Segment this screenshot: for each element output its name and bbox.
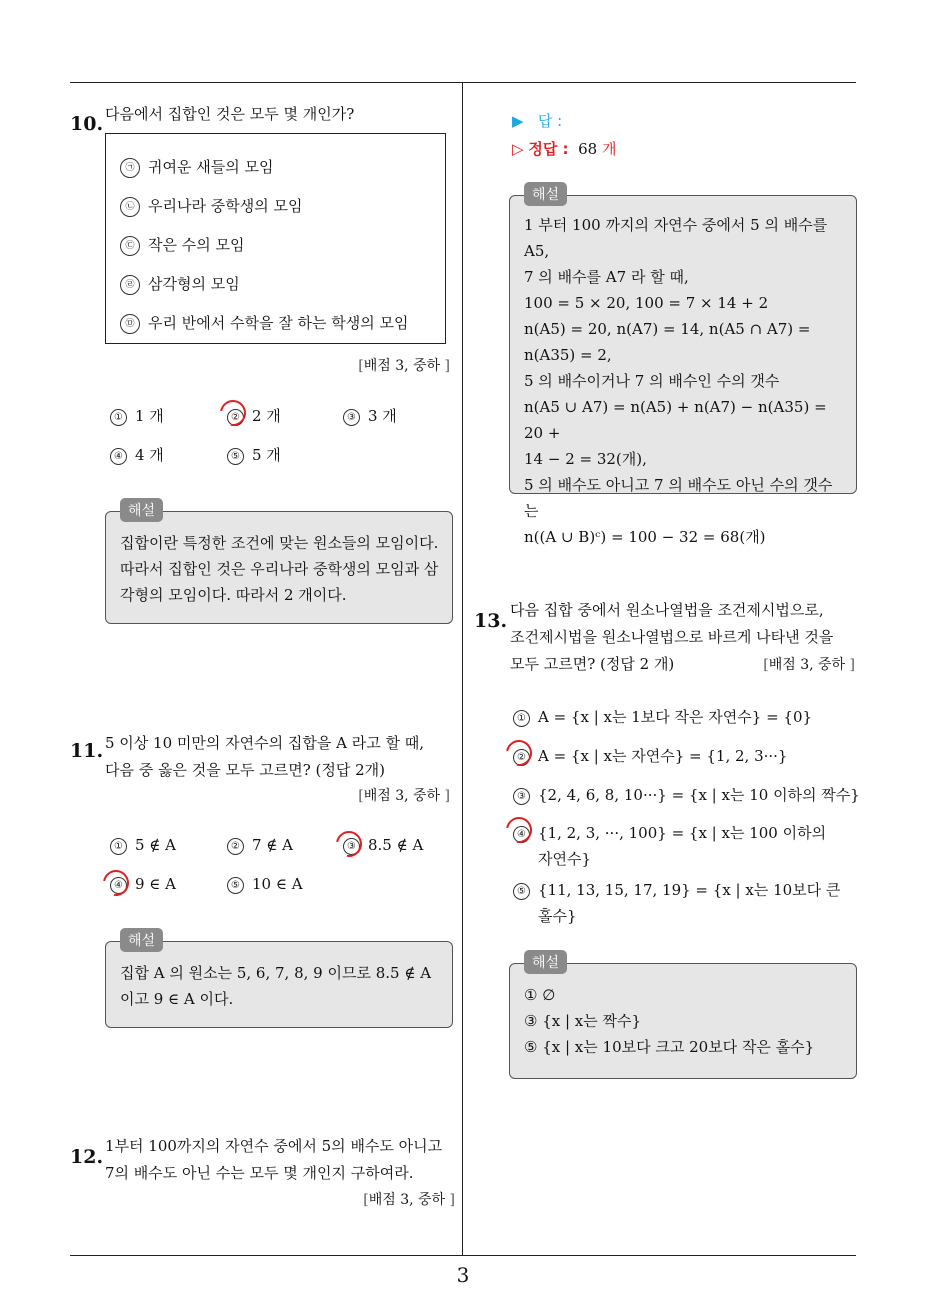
q10-item: ㉠ 귀여운 새들의 모임 — [120, 156, 273, 178]
explanation-body: ① ∅ ③ {x | x는 짝수} ⑤ {x | x는 10보다 크고 20보다 작은 홀수} — [524, 986, 815, 1056]
q10-item: ㉢ 작은 수의 모임 — [120, 234, 244, 256]
q10-text: 다음에서 집합인 것은 모두 몇 개인가? — [105, 105, 355, 123]
q10-score: [배점 3, 중하 ] — [358, 358, 450, 374]
outline-play-icon: ▷ — [512, 140, 524, 158]
top-rule — [70, 82, 856, 83]
q13-option-1[interactable]: ① A = {x | x는 1보다 작은 자연수} = {0} — [513, 706, 812, 727]
explanation-body: 집합이란 특정한 조건에 맞는 원소들의 모임이다. 따라서 집합인 것은 우리나라 중학생의 모임과 삼 각형의 모임이다. 따라서 2 개이다. — [120, 534, 439, 604]
q13-option-2[interactable]: ② A = {x | x는 자연수} = {1, 2, 3···} — [513, 745, 787, 766]
explanation-tag: 해설 — [524, 182, 567, 206]
q13-explanation — [509, 955, 857, 1079]
q13-option-4-cont: 자연수} — [538, 850, 592, 868]
answer-mark — [331, 826, 367, 862]
q10-item: ㉡ 우리나라 중학생의 모임 — [120, 195, 302, 217]
answer-mark — [98, 865, 134, 901]
q10-option-1[interactable]: ① 1 개 — [110, 405, 164, 426]
q10-explanation — [105, 503, 453, 624]
explanation-body: 집합 A 의 원소는 5, 6, 7, 8, 9 이므로 8.5 ∉ A 이고 9 ∈ A 이다. — [120, 964, 432, 1008]
q11-number: 11. — [70, 740, 104, 762]
q10-option-2[interactable]: ② 2 개 — [227, 405, 281, 426]
q10-option-3[interactable]: ③ 3 개 — [343, 405, 397, 426]
answer-label: 답 : — [537, 112, 563, 130]
q10-item-box — [105, 133, 446, 344]
q11-text: 5 이상 10 미만의 자연수의 집합을 A 라고 할 때, 다음 중 옳은 것을 모두 고르면? (정답 2개) — [105, 734, 424, 779]
q13-option-4[interactable]: ④ {1, 2, 3, ···, 100} = {x | x는 100 이하의 — [513, 822, 826, 843]
q11-option-2[interactable]: ② 7 ∉ A — [227, 836, 293, 855]
explanation-body: 1 부터 100 까지의 자연수 중에서 5 의 배수를 A5, 7 의 배수를 A7 라 할 때, 100 = 5 × 20, 100 = 7 × 14 + 2 n(A5) = 20, n(A7) = 14, n(A5 ∩ A7) = n(A35) = 2, 5 의 배수이거나 7 의 배수인 수의 갯수 n(A5 ∪ A7) = n(A5) + n(A7) − n(A35) = 20 + 14 − 2 = 32(개), 5 의 배수도 아니고 7 의 배수도 아닌 수의 갯수는 n((A ∪ B)ᶜ) = 100 − 32 = 68(개) — [524, 216, 833, 546]
q11-option-3[interactable]: ③ 8.5 ∉ A — [343, 836, 423, 855]
column-divider — [462, 83, 463, 1255]
q12-explanation — [509, 187, 857, 546]
q11-option-1[interactable]: ① 5 ∉ A — [110, 836, 176, 855]
q13-score: [배점 3, 중하 ] — [763, 657, 855, 673]
q13-option-3[interactable]: ③ {2, 4, 6, 8, 10···} = {x | x는 10 이하의 짝수} — [513, 784, 860, 805]
q11-explanation — [105, 933, 453, 1028]
q12-text: 1부터 100까지의 자연수 중에서 5의 배수도 아니고 7의 배수도 아닌 수는 모두 몇 개인지 구하여라. — [105, 1137, 443, 1182]
explanation-tag: 해설 — [524, 950, 567, 974]
q11-option-4[interactable]: ④ 9 ∈ A — [110, 875, 176, 894]
play-icon: ▶ — [512, 112, 524, 130]
q13-option-5[interactable]: ⑤ {11, 13, 15, 17, 19} = {x | x는 10보다 큰 — [513, 879, 840, 900]
q13-text: 다음 집합 중에서 원소나열법을 조건제시법으로, 조건제시법을 원소나열법으로 바르게 나타낸 것을 모두 고르면? (정답 2 개) — [510, 601, 834, 673]
correct-answer-row — [512, 138, 616, 159]
bottom-rule — [70, 1255, 856, 1256]
q12-score: [배점 3, 중하 ] — [363, 1192, 455, 1208]
answer-row — [512, 110, 562, 131]
correct-unit: 개 — [601, 140, 617, 158]
q12-number: 12. — [70, 1146, 104, 1168]
correct-value: 68 — [578, 140, 598, 158]
page-number: 3 — [456, 1263, 470, 1287]
q11-score: [배점 3, 중하 ] — [358, 788, 450, 804]
explanation-tag: 해설 — [120, 498, 163, 522]
explanation-tag: 해설 — [120, 928, 163, 952]
q10-option-4[interactable]: ④ 4 개 — [110, 444, 164, 465]
q10-item: ㉤ 우리 반에서 수학을 잘 하는 학생의 모임 — [120, 312, 408, 334]
q10-item: ㉣ 삼각형의 모임 — [120, 273, 240, 295]
q13-number: 13. — [474, 610, 508, 632]
q10-number: 10. — [70, 113, 104, 135]
q10-option-5[interactable]: ⑤ 5 개 — [227, 444, 281, 465]
q11-option-5[interactable]: ⑤ 10 ∈ A — [227, 875, 303, 894]
correct-label: 정답 : — [528, 140, 569, 158]
q13-option-5-cont: 홀수} — [538, 907, 577, 925]
